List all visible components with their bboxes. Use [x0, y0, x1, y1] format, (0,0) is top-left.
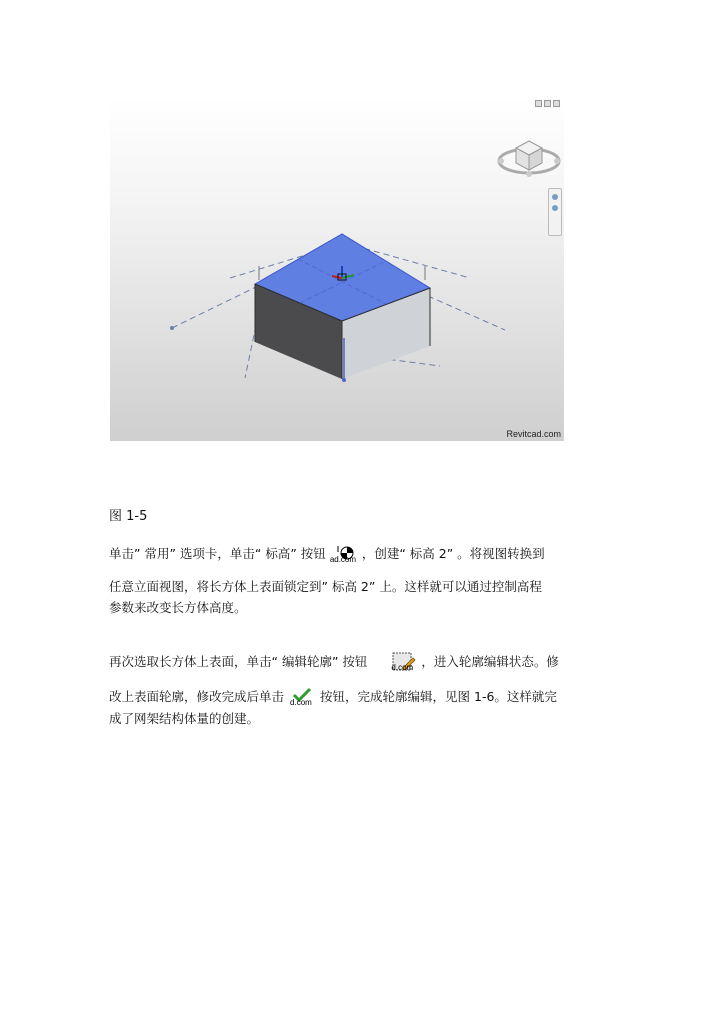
level-icon-text: ad.com: [329, 554, 357, 564]
paragraph-2-line-3: 成了网架结构体量的创建。: [109, 711, 260, 726]
revit-3d-viewport[interactable]: [110, 98, 564, 441]
close-icon[interactable]: [553, 100, 560, 107]
view-cube-icon: [498, 141, 560, 177]
viewport-window-controls[interactable]: [535, 100, 560, 107]
watermark: Revitcad.com: [506, 429, 561, 439]
para2-text-c: 改上表面轮廓，修改完成后单击: [109, 689, 285, 704]
paragraph-1-line-1: [109, 543, 545, 566]
paragraph-2-line-2: [109, 686, 557, 709]
restore-icon[interactable]: [544, 100, 551, 107]
figure-caption: 图 1-5: [109, 509, 148, 524]
para2-text-d: 按钮，完成轮廓编辑，见图 1-6。这样就完: [320, 689, 557, 704]
finish-edit-checkmark-icon: [288, 687, 316, 709]
edit-profile-icon-text: d.com: [391, 662, 414, 672]
paragraph-1-line-3: 参数来改变长方体高度。: [109, 600, 247, 615]
paragraph-2-line-1: [109, 651, 559, 674]
navigation-bar[interactable]: [548, 188, 562, 236]
paragraph-1-line-2: 任意立面视图，将长方体上表面锁定到” 标高 2” 上。这样就可以通过控制高程: [109, 579, 542, 594]
para1-text-b: ，创建“ 标高 2” 。将视图转换到: [361, 546, 545, 561]
para2-text-a: 再次选取长方体上表面，单击“ 编辑轮廓” 按钮: [109, 654, 368, 669]
edit-profile-button-icon: [383, 652, 417, 674]
finish-icon-text: d.com: [290, 697, 312, 707]
steering-wheel-icon[interactable]: [552, 194, 558, 200]
minimize-icon[interactable]: [535, 100, 542, 107]
zoom-icon[interactable]: [552, 205, 558, 211]
box-model-drawing: [110, 98, 564, 441]
para2-text-b: ，进入轮廓编辑状态。修: [421, 654, 559, 669]
level-button-icon: [330, 544, 358, 566]
para1-text-a: 单击” 常用” 选项卡，单击“ 标高” 按钮: [109, 546, 326, 561]
